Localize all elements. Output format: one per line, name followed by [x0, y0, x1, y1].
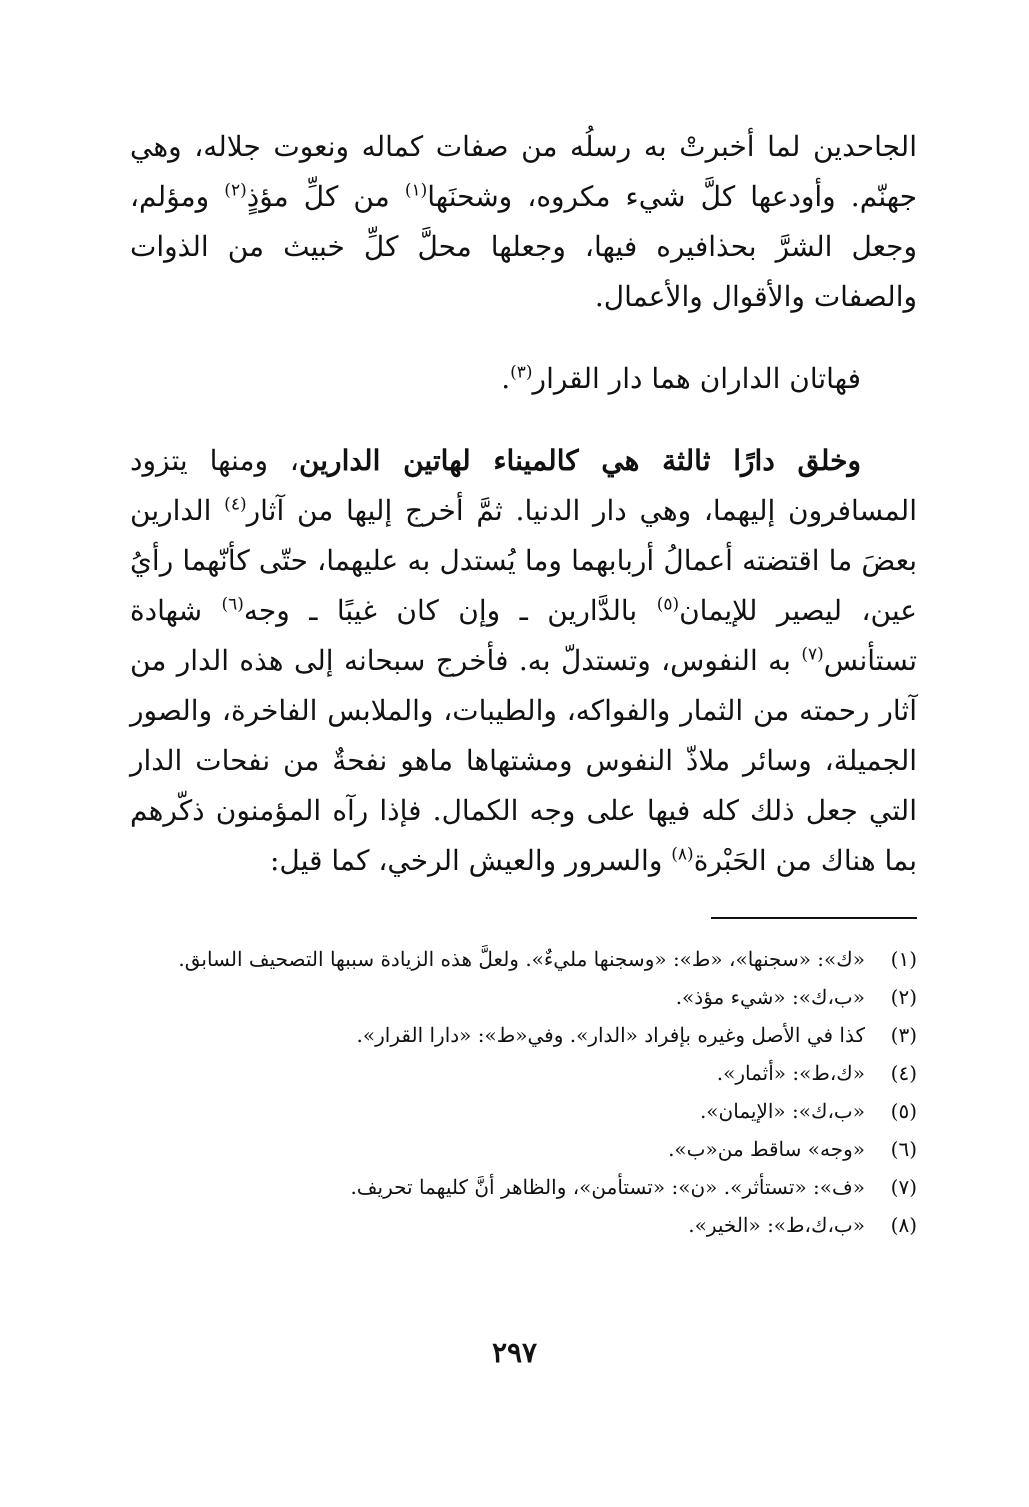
- text-run: ، ومنها يتزود المسافرون إليهما، وهي دار الدنيا. ثمَّ أخرج إليها من آثار: [130, 444, 917, 527]
- footnote-item: [130, 1054, 917, 1092]
- footnote-item: [130, 978, 917, 1016]
- footnote-marker-5: (٥): [656, 594, 680, 615]
- footnote-number: (٢): [890, 985, 917, 1009]
- text-run: الجاحدين لما أخبرتْ به رسلُه من صفات كماله ونعوت جلاله، وهي جهنّم. وأودعها كلَّ شيء مكروه، وشحنَها: [130, 130, 918, 213]
- footnote-text: كذا في الأصل وغيره بإفراد «الدار». وفي«ط»: «دارا القرار».: [356, 1023, 865, 1047]
- text-run: .: [501, 362, 511, 395]
- footnote-item: [130, 1206, 917, 1244]
- text-run: الدارين بعضَ ما اقتضته أعمالُ أربابهما وما يُستدل به عليهما، حتّى كأنّهما رأيُ عين، ليصير للإيمان: [130, 494, 918, 627]
- footnote-marker-8: (٨): [671, 844, 694, 865]
- footnote-item: [130, 1130, 917, 1168]
- page-number: ٢٩٧: [491, 1336, 538, 1369]
- footnote-text: «ب،ك،ط»: «الخير».: [688, 1213, 865, 1237]
- footnote-separator: [711, 917, 917, 919]
- footnote-item: [130, 1016, 917, 1054]
- bold-phrase: وخلق دارًا ثالثة هي كالميناء لهاتين الدارين: [298, 444, 861, 477]
- footnote-marker-4: (٤): [224, 494, 247, 515]
- footnote-number: (٤): [890, 1061, 917, 1085]
- text-run: فهاتان الداران هما دار القرار: [532, 362, 861, 395]
- footnote-number: (٣): [890, 1023, 917, 1047]
- text-run: بالدَّارين ـ وإن كان غيبًا ـ وجه: [243, 594, 657, 627]
- footnote-text: «ف»: «تستأثر». «ن»: «تستأمن»، والظاهر أنَّ كليهما تحريف.: [350, 1175, 865, 1199]
- text-run: ومؤلم، وجعل الشرَّ بحذافيره فيها، وجعلها محلَّ كلِّ خبيث من الذوات والصفات والأقوال والأعمال.: [130, 180, 917, 313]
- footnote-text: «ك،ط»: «أثمار».: [716, 1061, 865, 1085]
- footnote-marker-7: (٧): [801, 644, 824, 665]
- footnote-text: «ب،ك»: «الإيمان».: [699, 1099, 865, 1123]
- text-run: به النفوس، وتستدلّ به. فأخرج سبحانه إلى هذه الدار من آثار رحمته من الثمار والفواكه، والطيبات، والملابس الفاخرة، والصور الجميلة، وسائر ملاذّ النفوس ومشتهاها ماهو نفحةٌ من نفحات الدار التي جعل ذلك كله فيها على وجه الكمال. فإذا رآه المؤمنون ذكّرهم بما هناك من الحَبْرة: [130, 644, 918, 877]
- footnote-text: «وجه» ساقط من«ب».: [668, 1137, 865, 1161]
- footnote-number: (٥): [890, 1099, 917, 1123]
- footnote-number: (٦): [890, 1137, 917, 1161]
- footnote-text: «ب،ك»: «شيء مؤذ».: [675, 985, 865, 1009]
- text-run: من كلِّ مؤذٍ: [246, 180, 405, 213]
- footnotes: [130, 940, 917, 1244]
- text-run: والسرور والعيش الرخي، كما قيل:: [270, 844, 672, 877]
- text-run: شهادة تستأنس: [130, 594, 917, 677]
- footnote-number: (٨): [890, 1213, 917, 1237]
- footnote-marker-1: (١): [404, 180, 428, 201]
- paragraph-2: [130, 354, 917, 404]
- paragraph-1: [130, 122, 917, 322]
- footnote-number: (١): [890, 947, 917, 971]
- footnote-text: «ك»: «سجنها»، «ط»: «وسجنها مليءٌ». ولعلَّ هذه الزيادة سببها التصحيف السابق.: [178, 947, 865, 971]
- footnote-item: [130, 1168, 917, 1206]
- footnote-marker-3: (٣): [510, 362, 533, 383]
- paragraph-3: [130, 436, 917, 886]
- footnote-item: [130, 1092, 917, 1130]
- footnote-marker-6: (٦): [221, 594, 244, 615]
- footnote-item: [130, 940, 917, 978]
- main-text: [130, 122, 917, 886]
- footnote-marker-2: (٢): [224, 180, 247, 201]
- footnote-number: (٧): [890, 1175, 917, 1199]
